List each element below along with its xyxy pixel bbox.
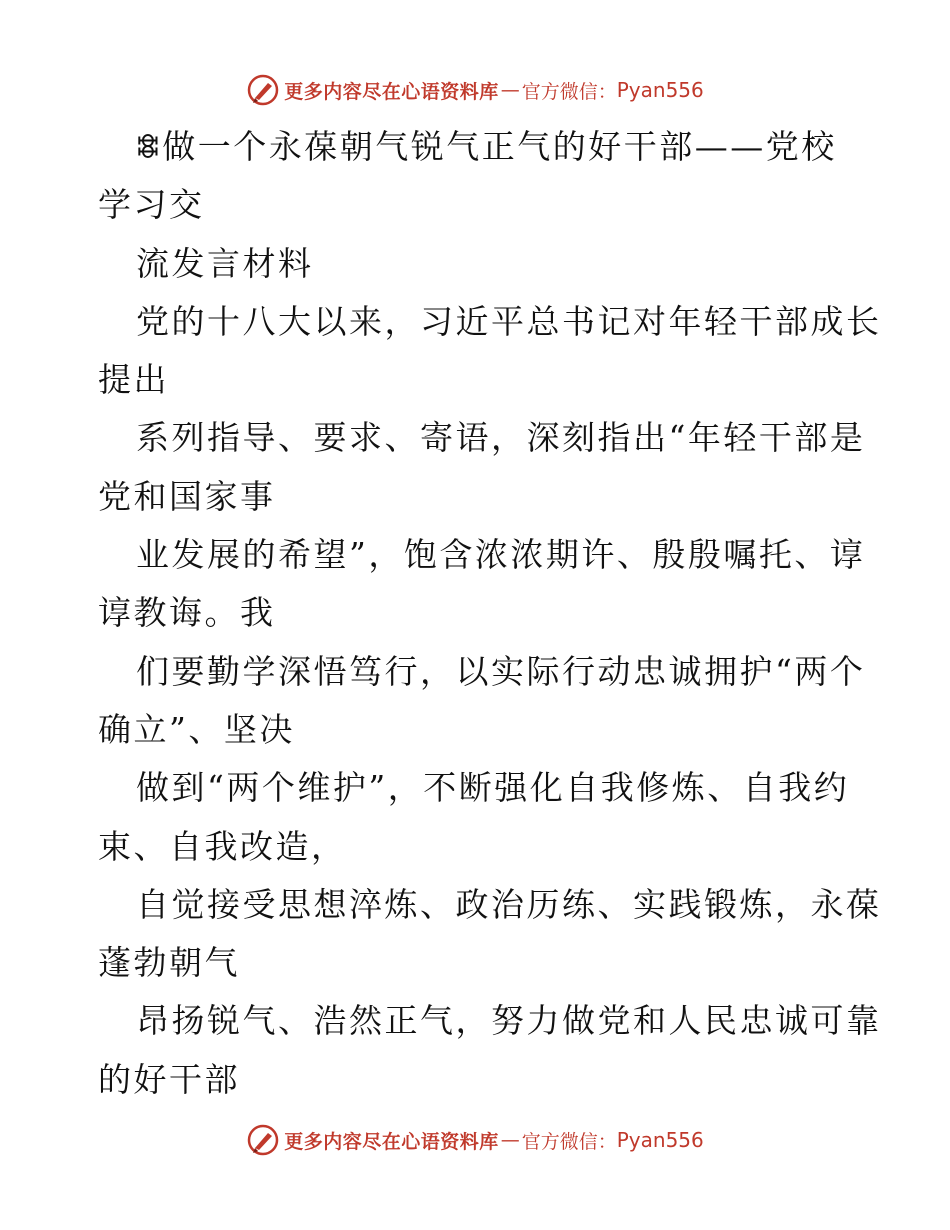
- body-line: 业发展的希望”，饱含浓浓期许、殷殷嘱托、谆: [136, 535, 866, 575]
- pen-logo-icon: [246, 1123, 280, 1157]
- banner-separator: —: [500, 79, 520, 101]
- title-line-1: ꗵ做一个永葆朝气锐气正气的好干部——党校: [136, 127, 837, 166]
- header-watermark: [0, 70, 950, 110]
- body-line: 系列指导、要求、寄语，深刻指出“年轻干部是: [136, 418, 866, 458]
- banner-wechat-label: 官方微信：: [521, 1130, 617, 1153]
- body-line: 党和国家事: [98, 476, 276, 516]
- body-line: 们要勤学深悟笃行，以实际行动忠诚拥护“两个: [136, 651, 866, 691]
- body-line: 谆教诲。我: [98, 593, 276, 633]
- banner-title: 更多内容尽在心语资料库: [284, 80, 499, 103]
- pen-logo-icon: [246, 73, 280, 107]
- body-line: 昂扬锐气、浩然正气，努力做党和人民忠诚可靠: [136, 1001, 882, 1041]
- banner-separator: —: [500, 1129, 520, 1151]
- body-line: 党的十八大以来，习近平总书记对年轻干部成长: [136, 301, 882, 341]
- banner-wechat-id: Pyan556: [616, 1128, 704, 1152]
- body-line: 确立”、坚决: [98, 709, 295, 749]
- title-line-2: 学习交: [98, 185, 205, 225]
- document-body: [98, 118, 882, 1109]
- footer-watermark: [0, 1120, 950, 1160]
- banner-title: 更多内容尽在心语资料库: [284, 1130, 499, 1153]
- banner-wechat-id: Pyan556: [616, 78, 704, 102]
- body-line: 提出: [98, 360, 169, 400]
- body-line: 的好干部: [98, 1059, 240, 1099]
- title-line-3: 流发言材料: [136, 243, 314, 283]
- body-line: 蓬勃朝气: [98, 943, 240, 983]
- body-line: 自觉接受思想淬炼、政治历练、实践锻炼，永葆: [136, 884, 882, 924]
- body-line: 做到“两个维护”，不断强化自我修炼、自我约: [136, 768, 850, 808]
- banner-wechat-label: 官方微信：: [521, 80, 617, 103]
- body-line: 束、自我改造，: [98, 826, 347, 866]
